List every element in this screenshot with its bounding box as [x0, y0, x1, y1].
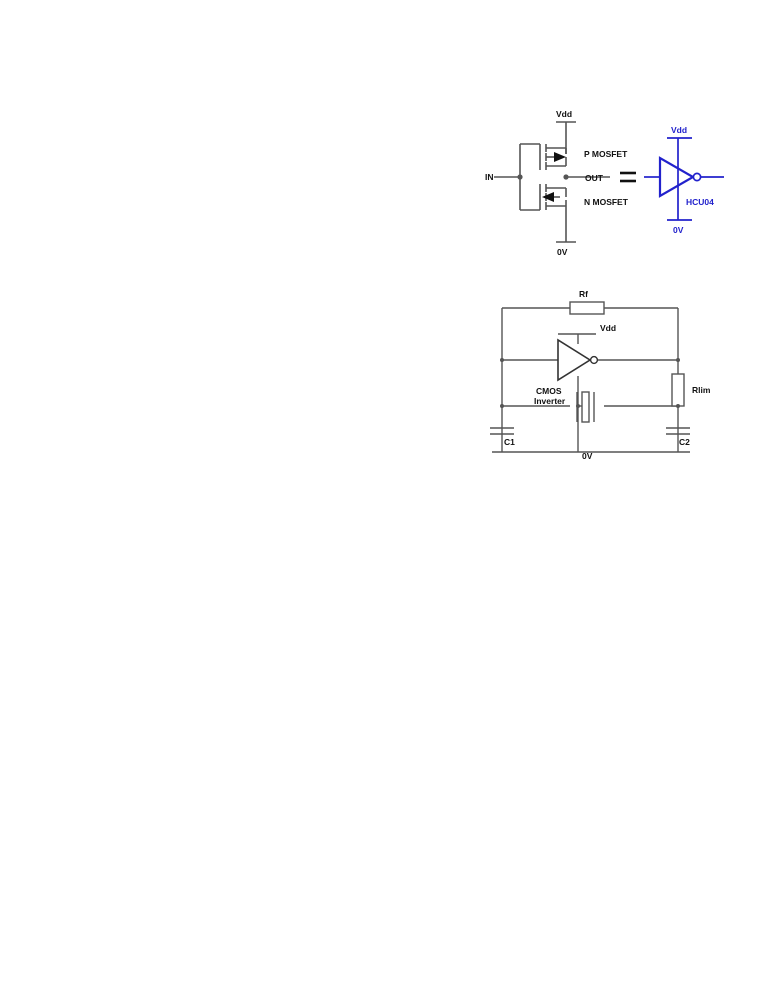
fig1-sym-label-part: HCU04: [686, 197, 714, 207]
fig1-label-out: OUT: [585, 173, 603, 183]
figure-2-schematic: [474, 282, 759, 460]
fig1-label-0v: 0V: [557, 247, 568, 257]
fig2-label-c1: C1: [504, 437, 515, 447]
fig1-label-in: IN: [485, 172, 494, 182]
fig2-label-rlim: Rlim: [692, 385, 711, 395]
rakon-logo: [14, 14, 144, 15]
fig2-label-rf: Rf: [579, 289, 588, 299]
figure-4-chart: [470, 728, 760, 928]
figure-3-chart: [470, 480, 760, 690]
fig1-label-nmos: N MOSFET: [584, 197, 628, 207]
fig2-label-0v: 0V: [582, 451, 593, 460]
fig2-label-inverter-2: Inverter: [534, 396, 566, 406]
figure-1-schematic: [474, 92, 759, 262]
fig1-sym-label-0v: 0V: [673, 225, 684, 235]
fig1-label-pmos: P MOSFET: [584, 149, 628, 159]
fig2-label-vdd: Vdd: [600, 323, 617, 333]
fig2-label-inverter-1: CMOS: [536, 386, 562, 396]
fig2-label-c2: C2: [679, 437, 690, 447]
fig1-sym-label-vdd: Vdd: [671, 125, 688, 135]
fig1-label-vdd: Vdd: [556, 109, 573, 119]
